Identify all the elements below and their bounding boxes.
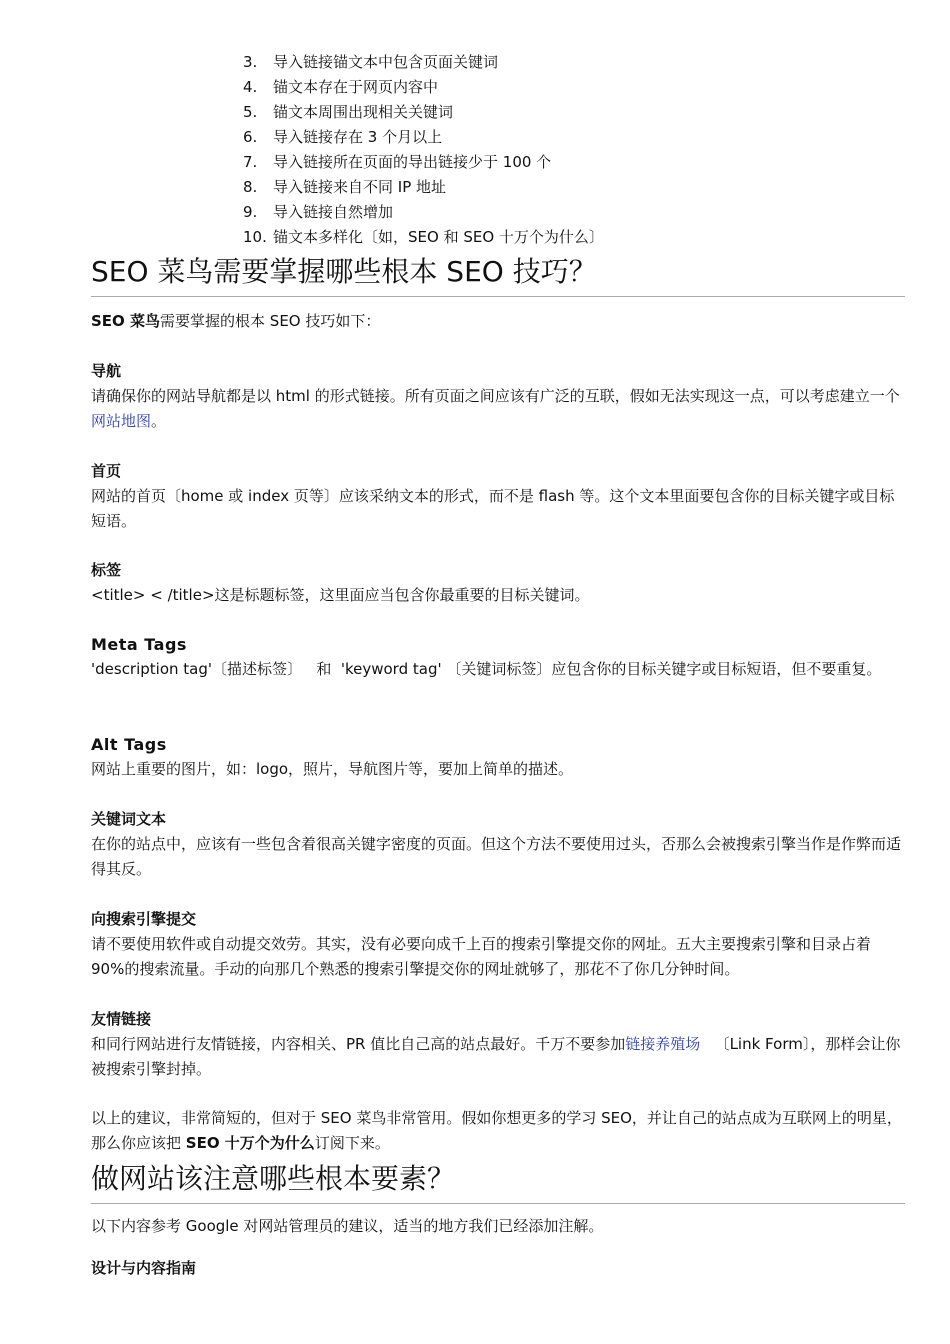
subheading-alt-tags: Alt Tags	[91, 735, 167, 754]
subheading-design-content: 设计与内容指南	[91, 1259, 197, 1277]
subheading-title-tag: 标签	[91, 561, 122, 579]
keyword-paragraph: 在你的站点中，应该有一些包含着很高关键字密度的页面。但这个方法不要使用过头，否那么会被搜索引擎当作是作弊而适得其反。	[91, 835, 902, 878]
friend-links-section	[91, 1007, 905, 1082]
list-item: 4. 锚文本存在于网页内容中	[243, 78, 439, 96]
submit-paragraph: 请不要使用软件或自动提交效劳。其实，没有必要向成千上百的搜索引擎提交你的网址。五大主要搜索引擎和目录占着 90%的搜索流量。手动的向那几个熟悉的搜索引擎提交你的网址就够了，那花不了你几分钟时间。	[91, 935, 872, 978]
friend-links-paragraph: 和同行网站进行友情链接，内容相关、PR 值比自己高的站点最好。千万不要参加链接养殖场 〔Link Form〕，那样会让你被搜索引擎封掉。	[91, 1035, 901, 1078]
list-item: 6. 导入链接存在 3 个月以上	[243, 128, 443, 146]
keyword-section	[91, 807, 905, 882]
list-item: 9. 导入链接自然增加	[243, 203, 394, 221]
sitemap-link[interactable]: 网站地图	[91, 412, 152, 430]
home-section	[91, 459, 905, 534]
link-farm-link[interactable]: 链接养殖场	[625, 1035, 701, 1053]
list-item: 3. 导入链接锚文本中包含页面关键词	[243, 53, 499, 71]
list-item: 8. 导入链接来自不同 IP 地址	[243, 178, 447, 196]
closing-paragraph: 以上的建议，非常简短的，但对于 SEO 菜鸟非常管用。假如你想更多的学习 SEO，并让自己的站点成为互联网上的明星，那么你应该把 SEO 十万个为什么订阅下来。	[91, 1109, 902, 1152]
alt-tags-section	[91, 732, 905, 782]
meta-tags-paragraph: 'description tag'〔描述标签〕 和 'keyword tag' 〔关键词标签〕应包含你的目标关键字或目标短语，但不要重复。	[91, 660, 882, 678]
nav-paragraph: 请确保你的网站导航都是以 html 的形式链接。所有页面之间应该有广泛的互联，假如无法实现这一点，可以考虑建立一个网站地图。	[91, 387, 900, 430]
subheading-nav: 导航	[91, 362, 122, 380]
nav-section	[91, 359, 905, 434]
section2-intro: 以下内容参考 Google 对网站管理员的建议，适当的地方我们已经添加注解。	[91, 1217, 604, 1235]
title-tag-section	[91, 558, 905, 608]
subheading-meta-tags: Meta Tags	[91, 635, 187, 654]
intro-bold-text: SEO 菜鸟	[91, 312, 161, 330]
list-item: 5. 锚文本周围出现相关关键词	[243, 103, 454, 121]
section-heading-site-elements: 做网站该注意哪些根本要素？	[91, 1161, 905, 1204]
submit-section	[91, 907, 905, 982]
subheading-friend-links: 友情链接	[91, 1010, 152, 1028]
subheading-keyword: 关键词文本	[91, 810, 167, 828]
list-item: 7. 导入链接所在页面的导出链接少于 100 个	[243, 153, 552, 171]
section-intro: SEO 菜鸟需要掌握的根本 SEO 技巧如下：	[91, 312, 381, 330]
subheading-home: 首页	[91, 462, 122, 480]
home-paragraph: 网站的首页〔home 或 index 页等〕应该采纳文本的形式，而不是 flash 等。这个文本里面要包含你的目标关键字或目标短语。	[91, 487, 895, 530]
title-tag-paragraph: <title> < /title>这是标题标签，这里面应当包含你最重要的目标关键词。	[91, 586, 590, 604]
closing-bold-text: SEO 十万个为什么	[185, 1134, 315, 1152]
list-item: 10. 锚文本多样化〔如，SEO 和 SEO 十万个为什么〕	[243, 228, 604, 246]
numbered-list	[243, 50, 803, 250]
subheading-submit: 向搜索引擎提交	[91, 910, 197, 928]
alt-tags-paragraph: 网站上重要的图片，如：logo，照片，导航图片等，要加上简单的描述。	[91, 760, 574, 778]
meta-tags-section	[91, 632, 905, 682]
section-heading-seo-basics: SEO 菜鸟需要掌握哪些根本 SEO 技巧？	[91, 254, 905, 297]
